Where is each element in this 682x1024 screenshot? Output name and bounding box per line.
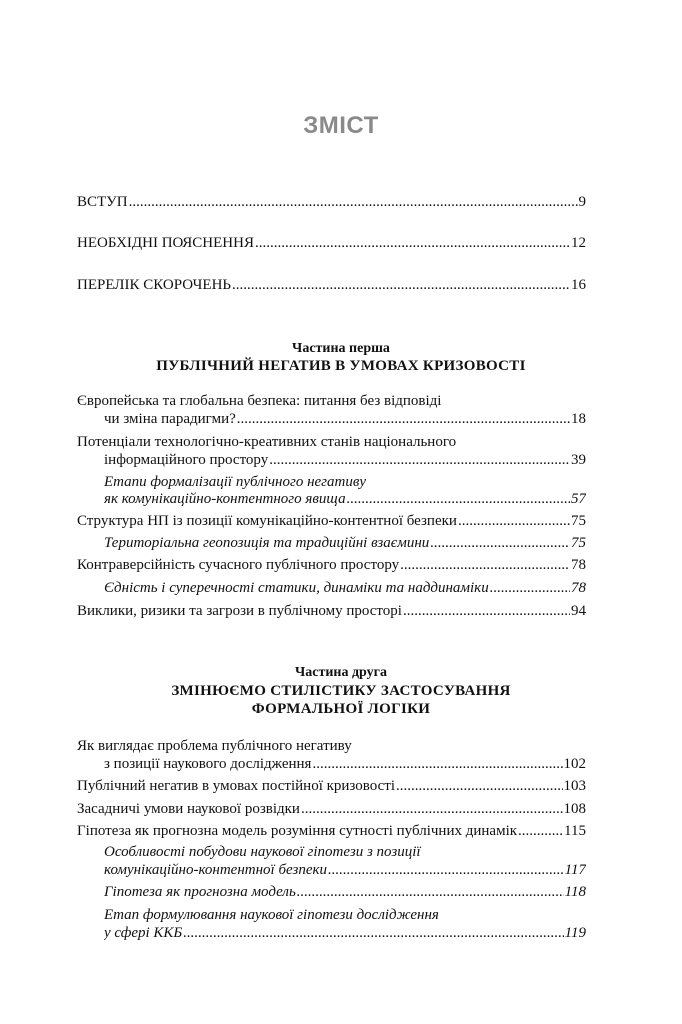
toc-entry-line1: Етапи формалізації публічного негативу	[104, 474, 367, 490]
toc-page-number: 39	[571, 452, 586, 468]
toc-entry-hypothesis-as-model[interactable]	[104, 882, 586, 902]
toc-leader-dots	[347, 489, 570, 509]
toc-entry-title: як комунікаційно-контентного явища	[104, 491, 346, 507]
part2-title-line2: ФОРМАЛЬНОЇ ЛОГІКИ	[251, 701, 431, 717]
part2-title-line1: ЗМІНЮЄМО СТИЛІСТИКУ ЗАСТОСУВАННЯ	[171, 683, 511, 699]
toc-entry-line1: Як виглядає проблема публічного негативу	[77, 738, 352, 754]
toc-entry-territorial-geoposition[interactable]	[104, 533, 586, 553]
toc-entry-european-security[interactable]	[104, 409, 586, 429]
toc-leader-dots	[518, 821, 563, 841]
toc-page-number: 108	[563, 801, 586, 817]
toc-entry-title: Гіпотеза як прогнозна модель	[104, 884, 296, 900]
toc-leader-dots	[297, 882, 564, 902]
toc-page-number: 117	[564, 862, 586, 878]
toc-page-number: 103	[563, 778, 586, 794]
toc-leader-dots	[183, 923, 563, 943]
toc-leader-dots	[328, 860, 564, 880]
toc-entry-title: Територіальна геопозиція та традиційні взаємини	[104, 535, 430, 551]
toc-entry-formalization-stages[interactable]	[104, 489, 586, 509]
toc-entry-hypothesis-features[interactable]	[104, 860, 586, 880]
part2-label: Частина друга	[294, 665, 388, 680]
toc-entry-challenges[interactable]	[77, 601, 586, 621]
toc-entry-controversy[interactable]	[77, 555, 586, 575]
toc-entry-unity-contradictions[interactable]	[104, 578, 586, 598]
toc-entry-structure[interactable]	[77, 511, 586, 531]
toc-entry-title: ВСТУП	[77, 194, 128, 210]
page-title: ЗМІСТ	[303, 112, 379, 139]
toc-page-number: 115	[564, 823, 586, 839]
toc-page-number: 78	[571, 580, 586, 596]
toc-entry-title: з позиції наукового дослідження	[104, 756, 312, 772]
toc-entry-line1: Потенціали технологічно-креативних станів національного	[77, 434, 457, 450]
toc-entry-title: Гіпотеза як прогнозна модель розуміння сутності публічних динамік	[77, 823, 518, 839]
toc-page-number: 18	[571, 411, 586, 427]
toc-page-number: 102	[563, 756, 586, 772]
toc-entry-title: інформаційного простору	[104, 452, 269, 468]
toc-leader-dots	[269, 450, 570, 470]
toc-leader-dots	[301, 799, 563, 819]
toc-entry-line1: Особливості побудови наукової гіпотези з позиції	[104, 844, 421, 860]
part1-label: Частина перша	[292, 341, 390, 356]
toc-page-number: 12	[571, 235, 586, 251]
toc-entry-line1: Європейська та глобальна безпека: питання без відповіді	[77, 393, 442, 409]
toc-page-number: 9	[578, 194, 586, 210]
toc-entry-intro[interactable]	[77, 192, 586, 212]
toc-entry-problem-view[interactable]	[104, 754, 586, 774]
toc-entry-title: Контраверсійність сучасного публічного простору	[77, 557, 400, 573]
toc-entry-title: НЕОБХІДНІ ПОЯСНЕННЯ	[77, 235, 254, 251]
toc-entry-title: чи зміна парадигми?	[104, 411, 236, 427]
toc-entry-title: Засадничі умови наукової розвідки	[77, 801, 300, 817]
toc-entry-title: ПЕРЕЛІК СКОРОЧЕНЬ	[77, 277, 232, 293]
toc-leader-dots	[400, 555, 570, 575]
toc-page-number: 94	[571, 603, 586, 619]
toc-leader-dots	[396, 776, 562, 796]
toc-entry-title: Єдність і суперечності статики, динаміки та наддинаміки	[104, 580, 489, 596]
toc-entry-title: у сфері ККБ	[104, 925, 183, 941]
toc-entry-hypothesis-formulation[interactable]	[104, 923, 586, 943]
toc-page-number: 16	[571, 277, 586, 293]
toc-leader-dots	[129, 192, 578, 212]
toc-entry-title: комунікаційно-контентної безпеки	[104, 862, 328, 878]
part1-title: ПУБЛІЧНИЙ НЕГАТИВ В УМОВАХ КРИЗОВОСТІ	[156, 358, 526, 374]
toc-leader-dots	[490, 578, 570, 598]
toc-leader-dots	[430, 533, 570, 553]
toc-leader-dots	[232, 275, 570, 295]
toc-entry-title: Структура НП із позиції комунікаційно-контентної безпеки	[77, 513, 457, 529]
toc-leader-dots	[255, 233, 570, 253]
toc-entry-potentials[interactable]	[104, 450, 586, 470]
toc-page-number: 75	[571, 535, 586, 551]
toc-page-number: 57	[571, 491, 586, 507]
toc-entry-title: Виклики, ризики та загрози в публічному просторі	[77, 603, 402, 619]
toc-entry-abbreviations[interactable]	[77, 275, 586, 295]
toc-page-number: 75	[571, 513, 586, 529]
toc-entry-title: Публічний негатив в умовах постійної кризовості	[77, 778, 396, 794]
toc-entry-public-negative[interactable]	[77, 776, 586, 796]
toc-entry-line1: Етап формулювання наукової гіпотези дослідження	[104, 907, 439, 923]
toc-entry-explanations[interactable]	[77, 233, 586, 253]
toc-leader-dots	[403, 601, 570, 621]
toc-page-number: 118	[564, 884, 586, 900]
toc-leader-dots	[237, 409, 570, 429]
toc-leader-dots	[312, 754, 562, 774]
toc-page-number: 78	[571, 557, 586, 573]
toc-leader-dots	[458, 511, 570, 531]
toc-entry-hypothesis-model[interactable]	[77, 821, 586, 841]
toc-entry-basic-conditions[interactable]	[77, 799, 586, 819]
toc-page-number: 119	[564, 925, 586, 941]
